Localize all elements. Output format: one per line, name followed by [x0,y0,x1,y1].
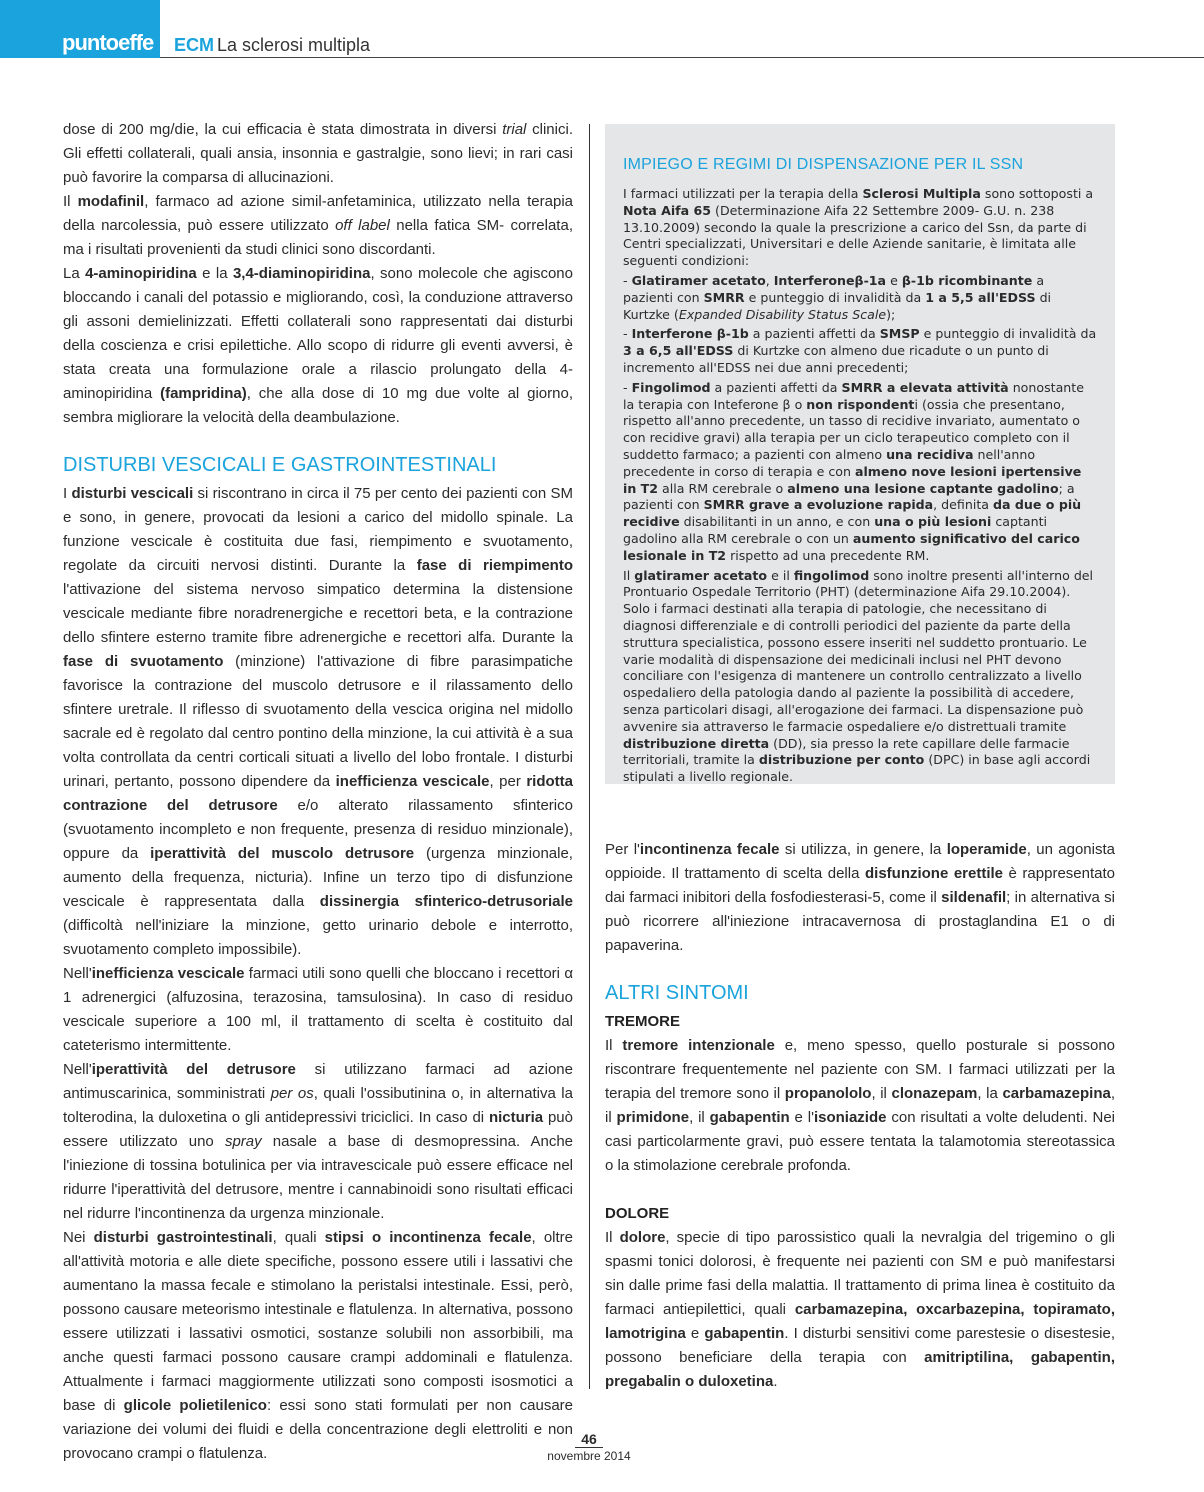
text-run: Nell' [63,1061,92,1078]
text-run: - [623,379,632,395]
page-number: 46 [581,1431,597,1447]
bold-term: aumento significativo del carico lesionale in T2 [623,530,1080,563]
text-run: (Determinazione Aifa 22 Settembre 2009- G.U. n. 238 13.10.2009) secondo la quale la prescrizione a carico del Ssn, da parte di Centri specializzati, Universitari e delle Aziende sanitarie, è limitata alle seguenti condizioni: [623,202,1087,269]
text-run: a pazienti con [623,272,1045,305]
bold-term: propanololo [784,1085,872,1102]
text-run: sono sottoposti a [980,186,1094,201]
bold-term: disturbi gastrointestinali [93,1229,273,1246]
running-header [174,35,370,56]
italic-term: per os [270,1085,314,1102]
bold-term: 3 a 6,5 all'EDSS [623,343,734,359]
text-run: I [63,485,72,502]
paragraph [63,118,573,190]
bold-term: SMSP [879,326,920,342]
italic-term: off label [335,217,390,234]
text-run: nell'anno precedente in corso di terapia e con [623,446,1036,479]
text-run: : essi sono stati formulati per non causare variazione dei volumi dei fluidi e della concentrazione degli elettroliti e non provocano crampi o flatulenza. [63,1397,574,1462]
text-run: e [886,272,902,288]
text-run: , specie di tipo parossistico quali la nevralgia del trigemino o gli spasmi tonici dolorosi, è frequente nei pazienti con SM e può manifestarsi sin dalle prime fasi della malattia. Il trattamento di prima linea è costituito da farmaci antiepilettici, quali [605,1229,1115,1318]
text-run: , per [489,773,527,790]
header-divider [160,57,1204,58]
text-run: I farmaci utilizzati per la terapia della [623,186,863,201]
bold-term: SMRR [703,289,745,305]
paragraph [605,1226,1115,1394]
text-run: di Kurtzke con almeno due ricadute o un punto di incremento all'EDSS nei due anni precedenti; [623,343,1049,375]
bold-term: almeno una lesione captante gadolino [787,480,1059,496]
bold-term: SMRR a elevata attività [841,379,1009,395]
text-run: Il [63,193,78,210]
section-heading-disturbi: DISTURBI VESCICALI E GASTROINTESTINALI [63,454,497,476]
text-run: , quali [272,1229,325,1246]
bold-term: Interferone β-1b [631,326,749,342]
text-run: Il [605,1037,623,1054]
bold-term: tremore intenzionale [622,1037,775,1054]
text-run: e l' [789,1109,814,1126]
brand-name: puntoeffe [62,30,154,55]
subheading-tremore: TREMORE [605,1013,680,1030]
bold-term: una recidiva [886,446,974,462]
bold-term: Sclerosi Multipla [862,186,981,201]
text-run: , quali l'ossibutinina o, in alternativa la tolterodina, la duloxetina o gli antidepressivi triciclici. In caso di [63,1085,573,1126]
bold-term: distribuzione diretta [623,735,770,751]
text-run: Per l' [605,841,640,858]
bold-term: 3,4-diaminopiridina [232,265,371,282]
text-run: con risultati a volte deludenti. Nei casi particolarmente gravi, può essere tentata la talamotomia stereotassica o la stimolazione cerebrale profonda. [605,1109,1116,1174]
text-run: si riscontrano in circa il 75 per cento dei pazienti con SM e sono, in genere, provocati da lesioni a carico del midollo spinale. La funzione vescicale è costituita due fasi, riempimento e svuotamento, regolate da circuiti nervosi distinti. Durante la [63,485,573,574]
text-run: (urgenza minzionale, aumento della frequenza, nicturia). Infine un terzo tipo di disfunzione vescicale è rappresentata dalla [63,845,573,910]
bold-term: 4-aminopiridina [85,265,197,282]
bold-term: amitriptilina, gabapentin, pregabalin o duloxetina [605,1349,1115,1390]
text-run: e la [196,265,233,282]
text-run: disabilitanti in un anno, e con [679,514,875,530]
italic-term: spray [224,1133,262,1150]
bold-term: (fampridina) [160,385,247,402]
bold-term: fase di riempimento [416,557,573,574]
bold-term: primidone [616,1109,690,1126]
bold-term: 1 a 5,5 all'EDSS [925,289,1036,305]
text-run: e il [767,567,794,583]
bold-term: distribuzione per conto [758,752,925,768]
bold-term: iperattività del detrusore [91,1061,296,1078]
paragraph [63,262,573,430]
paragraph [623,186,1097,270]
left-section-body [63,482,573,1466]
bold-term: non rispondent [806,396,915,412]
text-run: nasale a base di desmopressina. Anche l'iniezione di tossina botulinica per via intravescicale può essere efficace nel ridurre l'iperattività del detrusore, mentre i cannabinoidi sono risultati efficaci nel ridurre l'incontinenza da urgenza minzionale. [63,1133,573,1222]
text-run: e [685,1325,705,1342]
bold-term: ridotta contrazione del detrusore [63,773,574,814]
bold-term: isoniazide [813,1109,887,1126]
paragraph [63,1058,573,1226]
bold-term: stipsi o incontinenza fecale [324,1229,532,1246]
bold-term: glicole polietilenico [123,1397,267,1414]
text-run: di Kurtzke ( [623,289,1052,322]
paragraph [623,326,1097,376]
text-run: alla RM cerebrale o [658,480,788,496]
bold-term: nicturia [488,1109,544,1126]
info-box-body [623,186,1097,786]
bold-term: loperamide [946,841,1027,858]
column-divider [589,124,590,1389]
text-run: e/o alterato rilassamento sfinterico (svuotamento incompleto e non frequente, presenza di residuo minzionale), oppure da [63,797,573,862]
footer-rule [575,1447,603,1448]
bold-term: carbamazepina, oxcarbazepina, topiramato, lamotrigina [605,1301,1116,1342]
text-run: e punteggio di invalidità da [744,289,926,305]
italic-term: Expanded Disability Status Scale [678,306,887,322]
paragraph [63,1226,573,1466]
right-column [605,838,1115,1394]
text-run: clinici. Gli effetti collaterali, quali ansia, insonnia e gastralgie, sono lievi; in rari casi può favorire la comparsa di allucinazioni. [63,121,573,186]
text-run: - [623,326,632,342]
bold-term: inefficienza vescicale [335,773,490,790]
text-run: , il [871,1085,892,1102]
text-run: ); [886,306,896,322]
text-run: sono inoltre presenti all'interno del Prontuario Ospedale Territorio (PHT) (determinazione Aifa 29.10.2004). Solo i farmaci destinati alla terapia di patologie, che necessitano di diagnosi differenziale e di controlli periodici del paziente da parte della struttura specialistica, possono essere inseriti nel suddetto prontuario. Le varie modalità di dispensazione dei medicinali inclusi nel PHT devono conciliare con l'esigenza di mantenere un controllo centralizzato a livello ospedaliero della patologia dando al paziente la possibilità di accedere, senza particolari disagi, all'erogazione dei farmaci. La dispensazione può avvenire sia attraverso le farmacie ospedaliere e/o distrettuali tramite [623,567,1094,734]
info-box-ssn [605,124,1115,784]
text-run: , la [977,1085,1003,1102]
text-run: farmaci utili sono quelli che bloccano i recettori α 1 adrenergici (alfuzosina, terazosina, tamsulosina). In caso di residuo vescicale superiore a 100 ml, il trattamento di scelta è costituito dal cateterismo intermittente. [63,965,573,1054]
paragraph [63,482,573,962]
bold-term: Fingolimod [631,379,711,395]
text-run: ; in alternativa si può ricorrere all'iniezione intracavernosa di prostaglandina E1 o di papaverina. [605,889,1115,954]
bold-term: β-1b ricombinante [901,272,1033,288]
paragraph [623,273,1097,323]
bold-term: carbamazepina [1002,1085,1111,1102]
paragraph [623,568,1097,786]
paragraph [605,1034,1115,1178]
bold-term: sildenafil [941,889,1007,906]
text-run: , definita [933,497,993,513]
text-run: . I disturbi sensitivi come parestesie o disestesie, possono beneficiare della terapia con [605,1325,1115,1366]
text-run: dose di 200 mg/die, la cui efficacia è stata dimostrata in diversi [63,121,503,138]
brand-logo [0,0,160,58]
italic-term: trial [502,121,527,138]
paragraph [605,838,1115,958]
text-run: l'attivazione del sistema nervoso simpatico determina la distensione vescicale mediante fibre noradrenergiche e recettori beta, e la contrazione dello sfintere esterno tramite fibre adrenergiche e recettori alfa. Durante la [63,581,573,646]
article-title: La sclerosi multipla [217,35,371,55]
bold-term: fingolimod [793,567,870,583]
left-intro [63,118,573,430]
text-run: - [623,272,632,288]
info-box-title: IMPIEGO E REGIMI DI DISPENSAZIONE PER IL SSN [623,156,1024,173]
text-run: Nell' [63,965,92,982]
text-run: a pazienti affetti da [748,326,880,342]
text-run: , il [605,1085,1115,1126]
left-column [63,118,573,1466]
issue-date: novembre 2014 [547,1449,631,1463]
text-run: si utilizzano farmaci ad azione antimuscarinica, somministrati [63,1061,573,1102]
text-run: e, meno spesso, quello posturale si possono riscontrare frequentemente nel paziente con SM. I farmaci utilizzati per la terapia del tremore sono il [605,1037,1116,1102]
text-run: Il [623,567,635,583]
paragraph [623,380,1097,565]
text-run: , sono molecole che agiscono bloccando i canali del potassio e migliorando, così, la conduzione attraverso gli assoni demielinizzati. Effetti collaterali sono rappresentati dai disturbi della coscienza e crisi epilettiche. Allo scopo di ridurre gli eventi avversi, è stata creata una formulazione orale a rilascio prolungato della 4-aminopiridina [63,265,573,402]
section-label: ECM [174,35,214,55]
bold-term: modafinil [77,193,145,210]
bold-term: SMRR grave a evoluzione rapida [703,497,934,513]
section-heading-altri-sintomi: ALTRI SINTOMI [605,982,749,1004]
text-run: Nei [63,1229,94,1246]
paragraph [63,962,573,1058]
text-run: è rappresentato dai farmaci inibitori della fosfodiesterasi-5, come il [605,865,1115,906]
text-run: a pazienti affetti da [710,379,842,395]
paragraph [63,190,573,262]
bold-term: fase di svuotamento [63,653,224,670]
text-run: , oltre all'attività motoria e alle diete specifiche, possono essere utili i lassativi che aumentano la massa fecale e stimolano la peristalsi intestinale. Essi, però, possono causare meteorismo intestinale e flatulenza. In alternativa, possono essere utilizzati i lassativi osmotici, sostanze solubili non assorbibili, ma anche questi farmaci possono causare crampi addominali e flatulenza. Attualmente i farmaci maggiormente utilizzati sono composti isosmotici a base di [63,1229,574,1414]
text-run: , il [689,1109,710,1126]
bold-term: incontinenza fecale [639,841,780,858]
right-intro [605,838,1115,958]
bold-term: Glatiramer acetato [631,272,766,288]
bold-term: Nota Aifa 65 [623,202,712,218]
text-run: (DD), sia presso la rete capillare delle farmacie territoriali, tramite la [623,735,1070,768]
text-run: , [765,272,774,288]
text-run: La [63,265,86,282]
bold-term: disturbi vescicali [71,485,194,502]
text-run: nonostante la terapia con Inteferone β o [623,379,1084,412]
dolore-body [605,1226,1115,1394]
text-run: , che alla dose di 10 mg due volte al giorno, sembra migliorare la velocità della deambulazione. [63,385,573,426]
text-run: . [773,1373,778,1390]
bold-term: clonazepam [891,1085,978,1102]
text-run: captanti gadolino alla RM cerebrale o con un [623,514,1048,546]
bold-term: iperattività del muscolo detrusore [150,845,415,862]
text-run: (DPC) in base agli accordi stipulati a livello regionale. [623,752,1091,785]
bold-term: almeno nove lesioni ipertensive in T2 [623,463,1082,496]
text-run: (minzione) l'attivazione di fibre parasimpatiche favorisce la contrazione del muscolo detrusore e il rilassamento dello sfintere uretrale. Il riflesso di svuotamento della vescica origina nel midollo sacrale ed è regolato dal centro pontino della minzione, la cui attività è a sua volta controllata da centri corticali situati a livello del lobo frontale. I disturbi urinari, pertanto, possono dipendere da [63,653,573,790]
bold-term: una o più lesioni [874,514,992,530]
text-run: si utilizza, in genere, la [779,841,947,858]
text-run: e punteggio di invalidità da [919,326,1097,342]
bold-term: gabapentin [709,1109,790,1126]
bold-term: disfunzione erettile [864,865,1004,882]
text-run: ; a pazienti con [623,480,1075,513]
text-run: Il [605,1229,620,1246]
bold-term: Interferoneβ-1a [773,272,887,288]
text-run: , un agonista oppioide. Il trattamento di scelta della [605,841,1115,882]
bold-term: dissinergia sfinterico-detrusoriale [319,893,573,910]
bold-term: inefficienza vescicale [91,965,245,982]
bold-term: glatiramer acetato [634,567,768,583]
subheading-dolore: DOLORE [605,1205,670,1222]
bold-term: dolore [619,1229,666,1246]
text-run: può essere utilizzato uno [63,1109,573,1150]
text-run: i (ossia che presentano, rispetto all'anno precedente, un tasso di recidive invariato, aumentato o con recidive gravi) alla terapia per un ciclo terapeutico completo con il suddetto farmaco; a pazienti con almeno [623,396,1080,462]
tremore-body [605,1034,1115,1178]
bold-term: gabapentin [704,1325,785,1342]
text-run: , farmaco ad azione simil-anfetaminica, utilizzato nella terapia della narcolessia, può essere utilizzato [63,193,573,234]
text-run: (difficoltà nell'iniziare la minzione, getto urinario debole e interrotto, svuotamento completo impossibile). [63,917,573,958]
text-run: rispetto ad una precedente RM. [726,547,930,563]
bold-term: da due o più recidive [623,497,1082,530]
text-run: nella fatica SM- correlata, ma i risultati provenienti da studi clinici sono discordanti. [63,217,573,258]
